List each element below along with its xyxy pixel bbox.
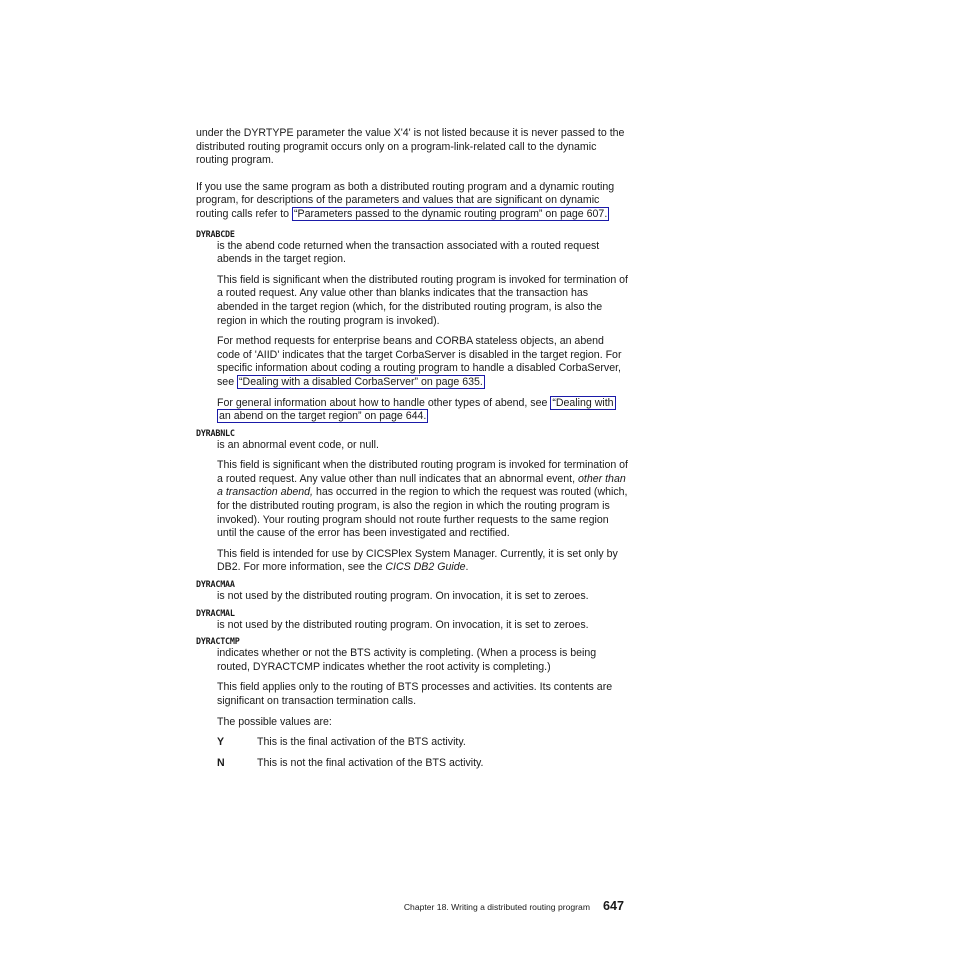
- value-desc-y: This is the final activation of the BTS activity.: [257, 736, 466, 749]
- definition-dyracmal: [217, 619, 628, 633]
- term-dyrabnlc: DYRABNLC: [196, 427, 235, 438]
- dyrabcde-desc-1: is the abend code returned when the transaction associated with a routed request abends in the target region.: [217, 239, 600, 266]
- main-column: [196, 127, 628, 777]
- term-dyractcmp: DYRACTCMP: [196, 636, 240, 647]
- link-parameters-dynamic-routing[interactable]: “Parameters passed to the dynamic routing program” on page 607.: [293, 207, 608, 220]
- term-dyracmaa: DYRACMAA: [196, 579, 235, 590]
- value-row-n: [217, 757, 628, 771]
- dyrabnlc-desc-1: is an abnormal event code, or null.: [217, 438, 379, 451]
- dyrabnlc-desc-3-tail: .: [465, 561, 469, 574]
- cics-db2-guide-title: CICS DB2 Guide: [385, 561, 466, 574]
- dyrabnlc-desc-2-tail: has occurred in the region to which the request was routed (which, for the distributed routing program, is also the region in which the routing program is invoked). Your routing program should not route further requests to the same region until the cause of the error has been investigated and rectified.: [217, 486, 628, 540]
- value-key-n: N: [217, 756, 225, 769]
- intro-paragraph-1: under the DYRTYPE parameter the value X'4' is not listed because it is never passed to the distributed routing programit occurs only on a program-link-related call to the dynamic routing program.: [196, 127, 625, 167]
- dyrabnlc-desc-3-text: This field is intended for use by CICSPlex System Manager. Currently, it is set only by DB2. For more information, see the: [217, 547, 618, 574]
- value-desc-n: This is not the final activation of the BTS activity.: [257, 756, 484, 769]
- dyrabcde-desc-4-text: For general information about how to handle other types of abend, see: [217, 396, 551, 409]
- link-dealing-abend-target-region[interactable]: “Dealing with an abend on the target region” on page 644.: [219, 396, 614, 423]
- dyracmal-desc-1: is not used by the distributed routing program. On invocation, it is set to zeroes.: [217, 618, 589, 631]
- dyrabnlc-desc-2-text: This field is significant when the distributed routing program is invoked for termination of a routed request. Any value other than null indicates that an abnormal event,: [217, 459, 629, 485]
- dyrabcde-desc-2: This field is significant when the distributed routing program is invoked for termination of a routed request. Any value other than blanks indicates that the transaction has abended in the target region (which, for the distributed routing program, is also the region in which the routing program is invoked).: [217, 273, 629, 327]
- definition-dyractcmp: [217, 647, 628, 770]
- term-dyrabcde: DYRABCDE: [196, 228, 235, 239]
- value-row-y: [217, 736, 628, 750]
- page-footer: [392, 900, 624, 915]
- definition-dyrabcde: [217, 240, 628, 424]
- definition-dyracmaa: [217, 590, 628, 604]
- term-dyracmal: DYRACMAL: [196, 607, 235, 618]
- dyrabcde-desc-3: [217, 335, 628, 389]
- definition-dyrabnlc: [217, 439, 628, 575]
- dyrabnlc-desc-2: [217, 459, 628, 541]
- dyracmaa-desc-1: is not used by the distributed routing program. On invocation, it is set to zeroes.: [217, 590, 589, 603]
- chapter-title: Chapter 18. Writing a distributed routing program: [403, 902, 590, 912]
- link-dealing-disabled-corbaserver[interactable]: “Dealing with a disabled CorbaServer” on page 635.: [239, 375, 483, 388]
- dyrabcde-desc-3-text: For method requests for enterprise beans and CORBA stateless objects, an abend code of 'AIID' indicates that the target CorbaServer is disabled in the target region. For specific information about coding a routing program to handle a disabled CorbaServer, see: [217, 335, 622, 388]
- page-number: 647: [602, 899, 624, 913]
- dyractcmp-desc-2: This field applies only to the routing of BTS processes and activities. Its contents are significant on transaction termination calls.: [217, 681, 613, 707]
- dyractcmp-desc-3: The possible values are:: [217, 715, 332, 728]
- intro-paragraph-2-text: If you use the same program as both a distributed routing program and a dynamic routing program, for descriptions of the parameters and values that are significant on dynamic routing calls refer to: [196, 180, 615, 220]
- value-key-y: Y: [217, 736, 225, 749]
- dyractcmp-desc-1: indicates whether or not the BTS activity is completing. (When a process is being routed, DYRACTCMP indicates whether the root activity is completing.): [217, 647, 597, 673]
- dyrabcde-desc-4: [217, 397, 628, 424]
- dyrabnlc-desc-3: [217, 548, 628, 575]
- dyrabnlc-desc-2-emphasis: other than a transaction abend,: [217, 472, 626, 499]
- intro-paragraph-2: [196, 181, 628, 222]
